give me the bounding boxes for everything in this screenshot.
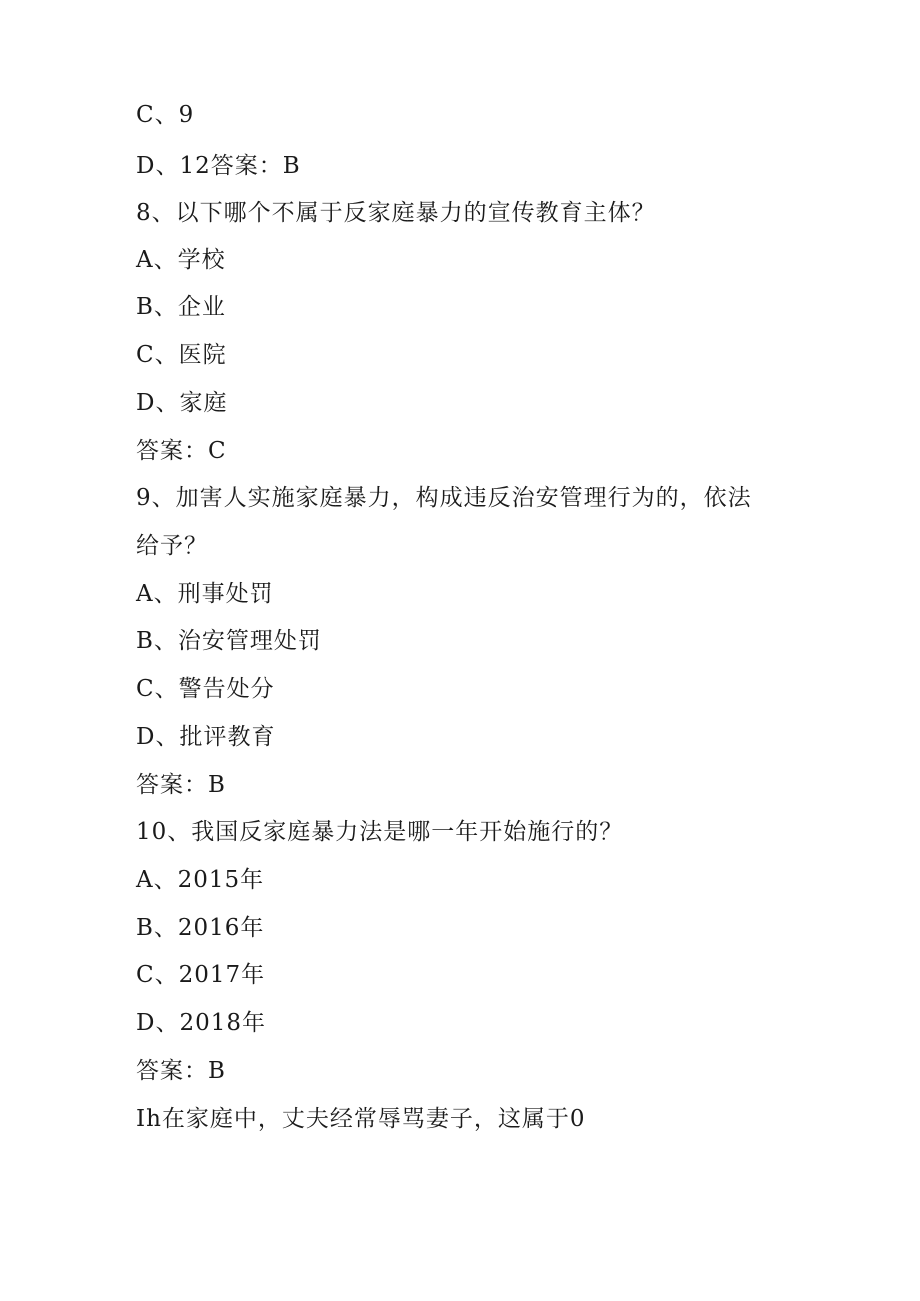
option-b-q10: B、2016年 [136, 915, 265, 941]
option-b-q9: B、治安管理处罚 [136, 628, 322, 654]
option-b-q8: B、企业 [136, 294, 226, 320]
question-10: 10、我国反家庭暴力法是哪一年开始施行的？ [136, 819, 624, 845]
option-d-q10: D、2018年 [136, 1010, 266, 1036]
question-8: 8、以下哪个不属于反家庭暴力的宣传教育主体？ [136, 200, 656, 226]
question-9-line2: 给予？ [136, 533, 208, 559]
answer-q9: 答案：B [136, 772, 226, 798]
answer-q10: 答案：B [136, 1058, 226, 1084]
option-a-q10: A、2015年 [136, 867, 265, 893]
option-a-q9: A、刑事处罚 [136, 581, 274, 607]
option-c-q9: C、警告处分 [136, 676, 275, 702]
question-11: Ih在家庭中，丈夫经常辱骂妻子，这属于0 [136, 1106, 586, 1132]
question-9-line1: 9、加害人实施家庭暴力，构成违反治安管理行为的，依法 [136, 485, 752, 511]
option-c-q10: C、2017年 [136, 962, 266, 988]
option-d-q8: D、家庭 [136, 390, 228, 416]
answer-q8: 答案：C [136, 438, 227, 464]
option-a-q8: A、学校 [136, 247, 226, 273]
option-c-q8: C、医院 [136, 342, 227, 368]
option-d-q7-with-answer: D、12答案：B [136, 153, 301, 179]
option-c-q7: C、9 [136, 102, 195, 128]
option-d-q9: D、批评教育 [136, 724, 276, 750]
